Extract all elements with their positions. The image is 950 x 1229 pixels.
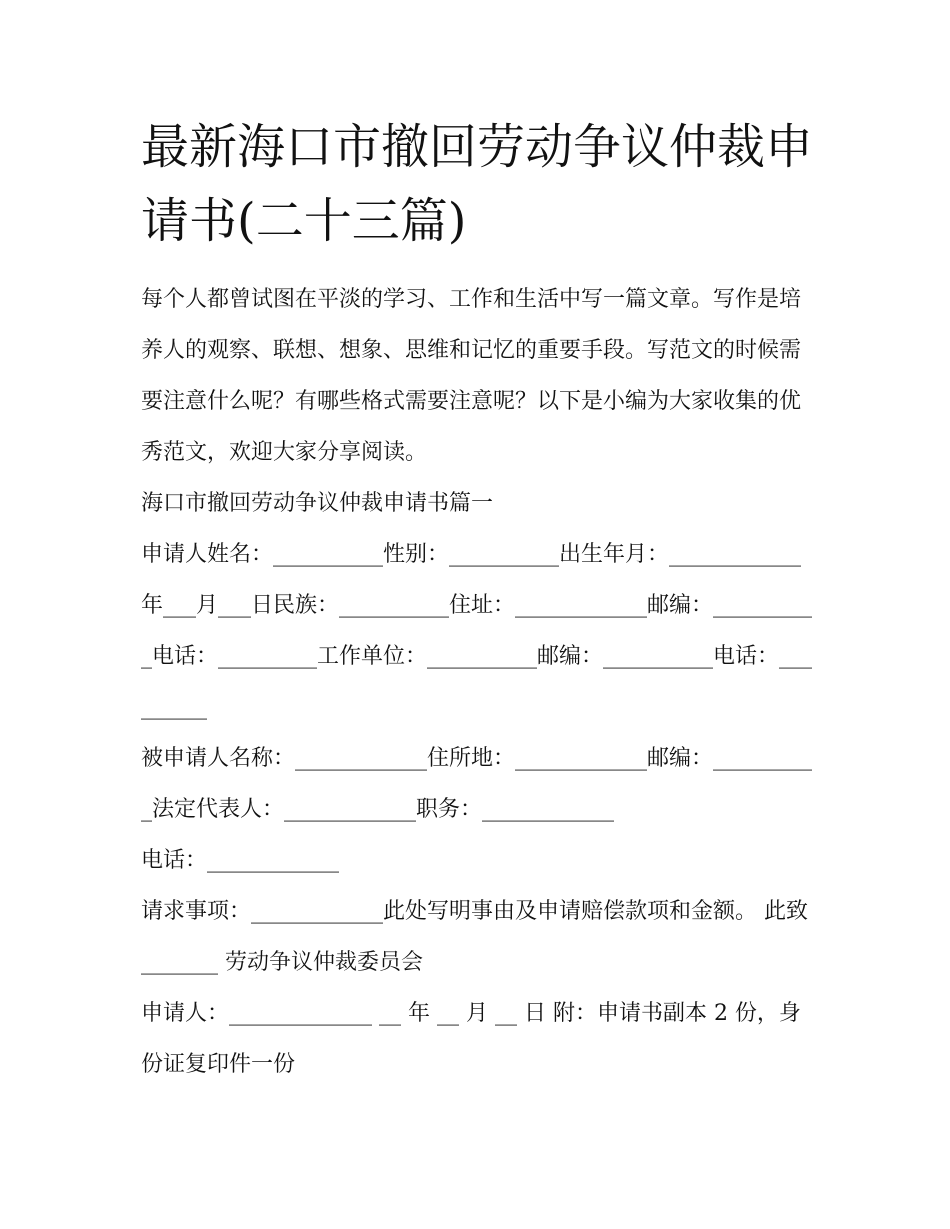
document-title: 最新海口市撤回劳动争议仲裁申请书(二十三篇)	[141, 119, 814, 249]
document-page	[141, 110, 813, 1090]
request-paragraph: 请求事项：____________此处写明事由及申请赔偿款项和金额。 此致_______ 劳动争议仲裁委员会	[141, 899, 808, 975]
section-heading: 海口市撤回劳动争议仲裁申请书篇一	[141, 491, 494, 516]
intro-paragraph: 每个人都曾试图在平淡的学习、工作和生活中写一篇文章。写作是培养人的观察、联想、想象、思维和记忆的重要手段。写范文的时候需要注意什么呢？有哪些格式需要注意呢？以下是小编为大家收集的优秀范文，欢迎大家分享阅读。	[141, 287, 802, 465]
respondent-info-paragraph: 被申请人名称：____________住所地：____________邮编：__________法定代表人：____________职务：____________	[141, 746, 813, 822]
signature-paragraph: 申请人：_____________ __ 年 __ 月 __ 日 附：申请书副本 2 份，身份证复印件一份	[141, 1001, 801, 1077]
applicant-info-paragraph: 申请人姓名：__________性别：__________出生年月：____________年___月___日民族：__________住址：____________邮编：__________电话：_________工作单位：__________邮编：__________电话：_________	[141, 542, 813, 720]
phone-paragraph: 电话：____________	[141, 848, 340, 873]
